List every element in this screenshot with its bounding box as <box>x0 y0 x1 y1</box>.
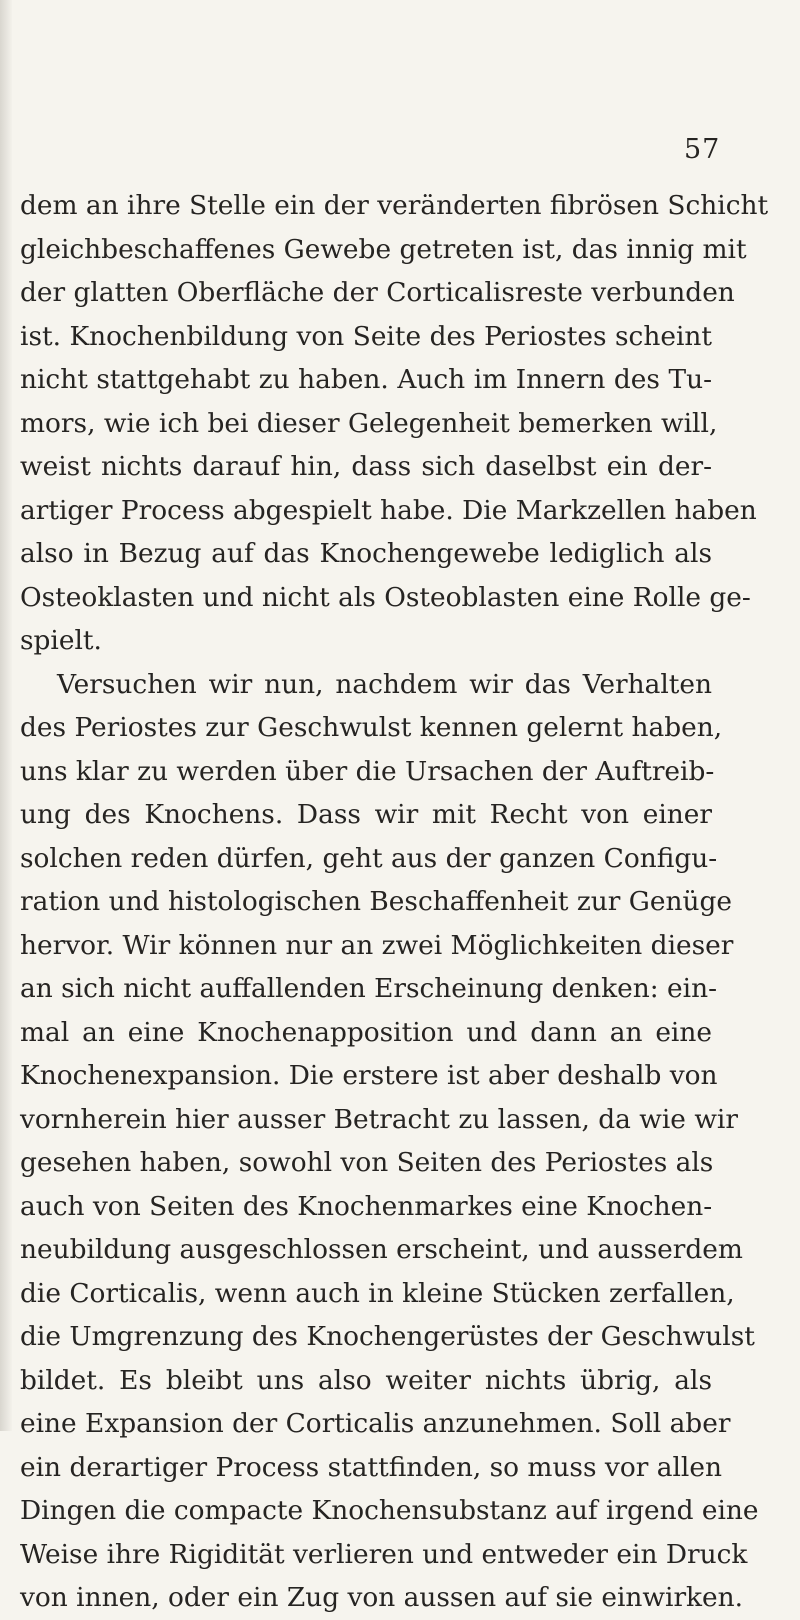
text-line: die Umgrenzung des Knochengerüstes der Geschwulst <box>20 1321 755 1352</box>
text-line: Knochenexpansion. Die erstere ist aber deshalb von <box>20 1060 718 1091</box>
text-line: ung des Knochens. Dass wir mit Recht von einer <box>20 799 712 830</box>
text-line: weist nichts darauf hin, dass sich daselbst ein der- <box>20 451 712 482</box>
page-binding-edge <box>0 0 12 1431</box>
text-line: nicht stattgehabt zu haben. Auch im Innern des Tu- <box>20 364 712 395</box>
text-line: Versuchen wir nun, nachdem wir das Verhalten <box>57 668 712 700</box>
text-line: Weise ihre Rigidität verlieren und entweder ein Druck <box>20 1538 748 1570</box>
text-line: von innen, oder ein Zug von aussen auf sie einwirken. <box>20 1582 744 1613</box>
text-line: bildet. Es bleibt uns also weiter nichts übrig, als <box>20 1364 712 1396</box>
text-line: solchen reden dürfen, geht aus der ganzen Configu- <box>20 842 718 874</box>
text-line: Dingen die compacte Knochensubstanz auf irgend eine <box>20 1495 759 1526</box>
text-line: uns klar zu werden über die Ursachen der Auftreib- <box>20 755 715 787</box>
text-line: ration und histologischen Beschaffenheit zur Genüge <box>20 886 732 917</box>
text-line: also in Bezug auf das Knochengewebe lediglich als <box>20 538 712 569</box>
text-line: des Periostes zur Geschwulst kennen gelernt haben, <box>20 712 723 743</box>
text-line: artiger Process abgespielt habe. Die Markzellen haben <box>20 494 757 526</box>
text-line: ist. Knochenbildung von Seite des Periostes scheint <box>20 320 712 352</box>
text-line: dem an ihre Stelle ein der veränderten fibrösen Schicht <box>20 190 769 221</box>
text-line: spielt. <box>20 625 102 656</box>
text-line: mal an eine Knochenapposition und dann an eine <box>20 1016 712 1048</box>
text-line: die Corticalis, wenn auch in kleine Stücken zerfallen, <box>20 1277 735 1309</box>
text-line: Osteoklasten und nicht als Osteoblasten eine Rolle ge- <box>20 581 751 613</box>
text-line: der glatten Oberfläche der Corticalisreste verbunden <box>20 277 735 308</box>
body-text <box>20 184 769 1620</box>
text-line: eine Expansion der Corticalis anzunehmen. Soll aber <box>20 1408 731 1439</box>
text-line: an sich nicht auffallenden Erscheinung denken: ein- <box>20 973 717 1004</box>
text-line: gesehen haben, sowohl von Seiten des Periostes als <box>20 1147 714 1178</box>
text-line: mors, wie ich bei dieser Gelegenheit bemerken will, <box>20 407 718 439</box>
text-line: vornherein hier ausser Betracht zu lassen, da wie wir <box>20 1103 738 1135</box>
text-line: ein derartiger Process stattfinden, so muss vor allen <box>20 1451 722 1483</box>
page-number: 57 <box>684 134 721 165</box>
text-line: neubildung ausgeschlossen erscheint, und ausserdem <box>20 1234 743 1265</box>
text-line: hervor. Wir können nur an zwei Möglichkeiten dieser <box>20 929 734 961</box>
text-line: auch von Seiten des Knochenmarkes eine Knochen- <box>20 1190 713 1222</box>
text-line: gleichbeschaffenes Gewebe getreten ist, das innig mit <box>20 233 747 265</box>
